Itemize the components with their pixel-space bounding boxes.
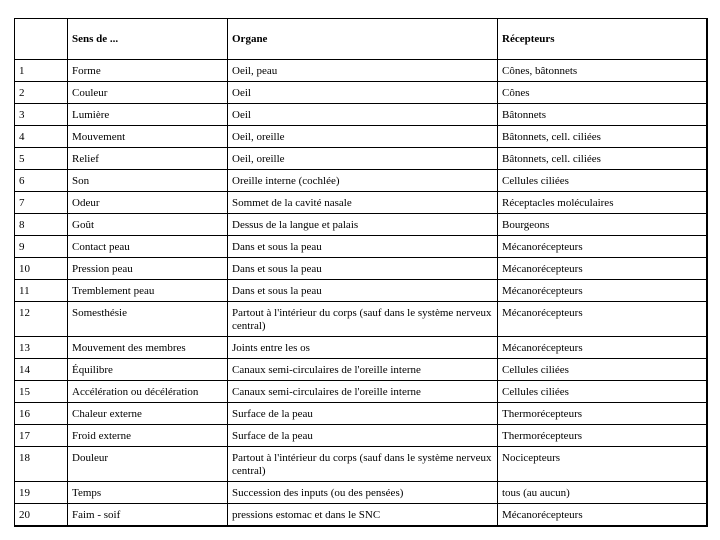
row-number-cell: 13 bbox=[15, 337, 68, 359]
header-organ: Organe bbox=[228, 19, 498, 60]
sense-cell: Froid externe bbox=[68, 425, 228, 447]
organ-cell: Partout à l'intérieur du corps (sauf dans le système nerveux central) bbox=[228, 302, 498, 337]
table-row bbox=[15, 104, 707, 126]
row-number-cell: 1 bbox=[15, 60, 68, 82]
sense-cell: Couleur bbox=[68, 82, 228, 104]
table-row bbox=[15, 214, 707, 236]
sense-cell: Mouvement bbox=[68, 126, 228, 148]
receptor-cell: Mécanorécepteurs bbox=[498, 280, 707, 302]
header-sense: Sens de ... bbox=[68, 19, 228, 60]
receptor-cell: Thermorécepteurs bbox=[498, 403, 707, 425]
receptor-cell: Mécanorécepteurs bbox=[498, 302, 707, 337]
receptor-cell: Cellules ciliées bbox=[498, 359, 707, 381]
sense-cell: Tremblement peau bbox=[68, 280, 228, 302]
row-number-cell: 11 bbox=[15, 280, 68, 302]
sense-cell: Temps bbox=[68, 482, 228, 504]
organ-cell: Oeil, oreille bbox=[228, 148, 498, 170]
receptor-cell: Cônes, bâtonnets bbox=[498, 60, 707, 82]
receptor-cell: Thermorécepteurs bbox=[498, 425, 707, 447]
organ-cell: Surface de la peau bbox=[228, 403, 498, 425]
table-row bbox=[15, 504, 707, 527]
row-number-cell: 18 bbox=[15, 447, 68, 482]
row-number-cell: 8 bbox=[15, 214, 68, 236]
senses-table bbox=[14, 18, 708, 527]
receptor-cell: Mécanorécepteurs bbox=[498, 337, 707, 359]
row-number-cell: 6 bbox=[15, 170, 68, 192]
sense-cell: Lumière bbox=[68, 104, 228, 126]
header-receptor: Récepteurs bbox=[498, 19, 707, 60]
organ-cell: Dans et sous la peau bbox=[228, 258, 498, 280]
sense-cell: Contact peau bbox=[68, 236, 228, 258]
sense-cell: Odeur bbox=[68, 192, 228, 214]
sense-cell: Pression peau bbox=[68, 258, 228, 280]
organ-cell: Oeil, peau bbox=[228, 60, 498, 82]
receptor-cell: Bâtonnets, cell. ciliées bbox=[498, 148, 707, 170]
receptor-cell: Bâtonnets, cell. ciliées bbox=[498, 126, 707, 148]
table-row bbox=[15, 170, 707, 192]
table-row bbox=[15, 482, 707, 504]
table-row bbox=[15, 60, 707, 82]
table-row bbox=[15, 280, 707, 302]
organ-cell: Sommet de la cavité nasale bbox=[228, 192, 498, 214]
row-number-cell: 20 bbox=[15, 504, 68, 527]
sense-cell: Douleur bbox=[68, 447, 228, 482]
organ-cell: Dessus de la langue et palais bbox=[228, 214, 498, 236]
table-row bbox=[15, 425, 707, 447]
organ-cell: pressions estomac et dans le SNC bbox=[228, 504, 498, 527]
table-row bbox=[15, 381, 707, 403]
receptor-cell: Mécanorécepteurs bbox=[498, 236, 707, 258]
header-number bbox=[15, 19, 68, 60]
organ-cell: Canaux semi-circulaires de l'oreille interne bbox=[228, 381, 498, 403]
row-number-cell: 16 bbox=[15, 403, 68, 425]
row-number-cell: 12 bbox=[15, 302, 68, 337]
table-row bbox=[15, 192, 707, 214]
receptor-cell: Réceptacles moléculaires bbox=[498, 192, 707, 214]
row-number-cell: 2 bbox=[15, 82, 68, 104]
table-row bbox=[15, 359, 707, 381]
table-row bbox=[15, 403, 707, 425]
table-row bbox=[15, 148, 707, 170]
row-number-cell: 14 bbox=[15, 359, 68, 381]
sense-cell: Faim - soif bbox=[68, 504, 228, 527]
receptor-cell: Cônes bbox=[498, 82, 707, 104]
receptor-cell: Nocicepteurs bbox=[498, 447, 707, 482]
row-number-cell: 4 bbox=[15, 126, 68, 148]
receptor-cell: Mécanorécepteurs bbox=[498, 258, 707, 280]
organ-cell: Surface de la peau bbox=[228, 425, 498, 447]
table-row bbox=[15, 302, 707, 337]
receptor-cell: Mécanorécepteurs bbox=[498, 504, 707, 527]
sense-cell: Équilibre bbox=[68, 359, 228, 381]
receptor-cell: Bâtonnets bbox=[498, 104, 707, 126]
table-row bbox=[15, 126, 707, 148]
receptor-cell: Cellules ciliées bbox=[498, 170, 707, 192]
organ-cell: Oeil, oreille bbox=[228, 126, 498, 148]
organ-cell: Succession des inputs (ou des pensées) bbox=[228, 482, 498, 504]
organ-cell: Oeil bbox=[228, 82, 498, 104]
organ-cell: Oeil bbox=[228, 104, 498, 126]
row-number-cell: 5 bbox=[15, 148, 68, 170]
receptor-cell: Cellules ciliées bbox=[498, 381, 707, 403]
sense-cell: Relief bbox=[68, 148, 228, 170]
organ-cell: Dans et sous la peau bbox=[228, 236, 498, 258]
sense-cell: Goût bbox=[68, 214, 228, 236]
row-number-cell: 9 bbox=[15, 236, 68, 258]
organ-cell: Canaux semi-circulaires de l'oreille interne bbox=[228, 359, 498, 381]
table-row bbox=[15, 82, 707, 104]
row-number-cell: 19 bbox=[15, 482, 68, 504]
receptor-cell: tous (au aucun) bbox=[498, 482, 707, 504]
table-row bbox=[15, 258, 707, 280]
organ-cell: Oreille interne (cochlée) bbox=[228, 170, 498, 192]
sense-cell: Somesthésie bbox=[68, 302, 228, 337]
table-row bbox=[15, 447, 707, 482]
sense-cell: Accélération ou décélération bbox=[68, 381, 228, 403]
row-number-cell: 17 bbox=[15, 425, 68, 447]
table-row bbox=[15, 236, 707, 258]
sense-cell: Chaleur externe bbox=[68, 403, 228, 425]
organ-cell: Dans et sous la peau bbox=[228, 280, 498, 302]
row-number-cell: 10 bbox=[15, 258, 68, 280]
organ-cell: Joints entre les os bbox=[228, 337, 498, 359]
receptor-cell: Bourgeons bbox=[498, 214, 707, 236]
header-row bbox=[15, 19, 707, 60]
sense-cell: Forme bbox=[68, 60, 228, 82]
sense-cell: Mouvement des membres bbox=[68, 337, 228, 359]
row-number-cell: 15 bbox=[15, 381, 68, 403]
table-body bbox=[15, 60, 707, 527]
organ-cell: Partout à l'intérieur du corps (sauf dans le système nerveux central) bbox=[228, 447, 498, 482]
table-row bbox=[15, 337, 707, 359]
sense-cell: Son bbox=[68, 170, 228, 192]
row-number-cell: 7 bbox=[15, 192, 68, 214]
row-number-cell: 3 bbox=[15, 104, 68, 126]
